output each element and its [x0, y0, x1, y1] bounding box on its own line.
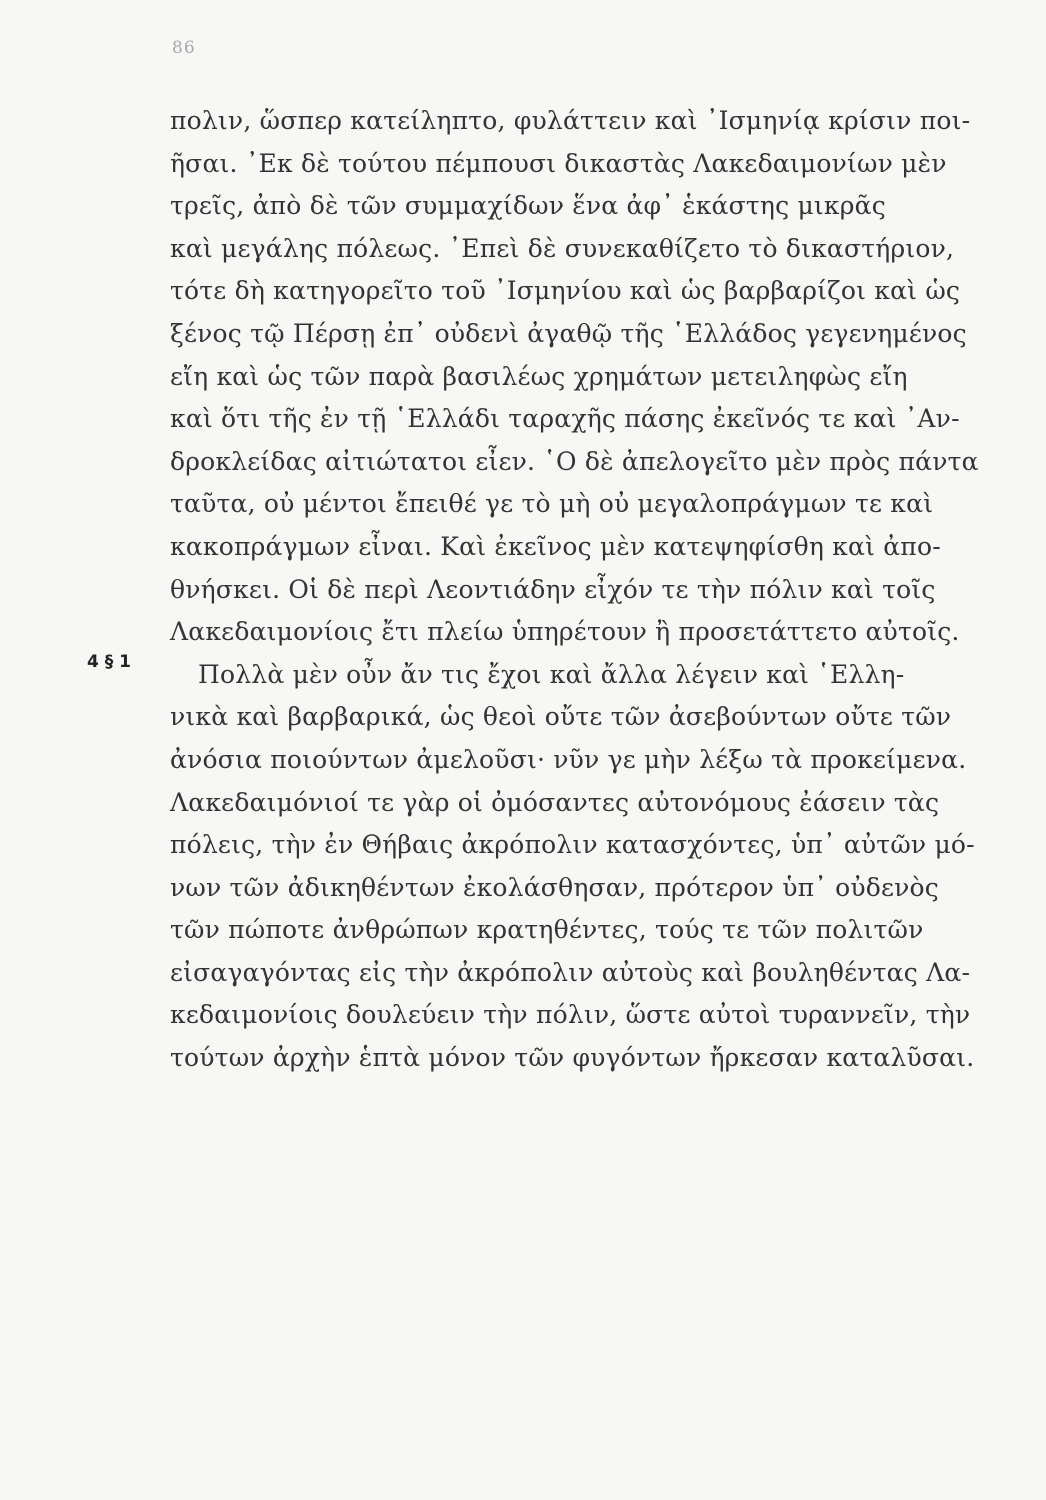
text-line: καὶ μεγάλης πόλεως. ᾿Επεὶ δὲ συνεκαθίζετο τὸ δικαστήριον,	[170, 233, 955, 263]
text-line: εἴη καὶ ὡς τῶν παρὰ βασιλέως χρημάτων μετειληφὼς εἴη	[170, 361, 908, 391]
text-line: καὶ ὅτι τῆς ἐν τῇ ῾Ελλάδι ταραχῆς πάσης ἐκεῖνός τε καὶ ᾿Αν-	[170, 404, 960, 434]
text-line: πολιν, ὥσπερ κατείληπτο, φυλάττειν καὶ ᾿Ισμηνίᾳ κρίσιν ποι-	[170, 106, 971, 135]
section-marker: 4 § 1	[87, 652, 131, 672]
body-text	[170, 100, 1040, 1080]
text-line: εἰσαγαγόντας εἰς τὴν ἀκρόπολιν αὐτοὺς καὶ βουληθέντας Λα-	[170, 957, 971, 987]
text-line: τῶν πώποτε ἀνθρώπων κρατηθέντες, τούς τε τῶν πολιτῶν	[170, 915, 924, 945]
text-line: Πολλὰ μὲν οὖν ἄν τις ἔχοι καὶ ἄλλα λέγειν καὶ ῾Ελλη-	[198, 659, 905, 689]
text-line: Λακεδαιμονίοις ἔτι πλείω ὑπηρέτουν ἢ προσετάττετο αὐτοῖς.	[170, 617, 960, 647]
text-line: δροκλείδας αἰτιώτατοι εἶεν. ῾Ο δὲ ἀπελογεῖτο μὲν πρὸς πάντα	[170, 446, 979, 476]
text-line: τρεῖς, ἀπὸ δὲ τῶν συμμαχίδων ἕνα ἀφ᾿ ἑκάστης μικρᾶς	[170, 191, 886, 221]
text-line: κεδαιμονίοις δουλεύειν τὴν πόλιν, ὥστε αὐτοὶ τυραννεῖν, τὴν	[170, 1000, 971, 1030]
text-line: ταῦτα, οὐ μέντοι ἔπειθέ γε τὸ μὴ οὐ μεγαλοπράγμων τε καὶ	[170, 489, 934, 519]
text-line: θνήσκει. Οἱ δὲ περὶ Λεοντιάδην εἶχόν τε τὴν πόλιν καὶ τοῖς	[170, 574, 936, 604]
text-line: ἀνόσια ποιούντων ἀμελοῦσι· νῦν γε μὴν λέξω τὰ προκείμενα.	[170, 744, 967, 774]
text-line: τότε δὴ κατηγορεῖτο τοῦ ᾿Ισμηνίου καὶ ὡς βαρβαρίζοι καὶ ὡς	[170, 276, 961, 306]
text-line: ῆσαι. ᾿Εκ δὲ τούτου πέμπουσι δικαστὰς Λακεδαιμονίων μὲν	[170, 148, 947, 178]
text-line: ξένος τῷ Πέρσῃ ἐπ᾿ οὐδενὶ ἀγαθῷ τῆς ῾Ελλάδος γεγενημένος	[170, 318, 967, 348]
text-line: κακοπράγμων εἶναι. Καὶ ἐκεῖνος μὲν κατεψηφίσθη καὶ ἀπο-	[170, 531, 941, 561]
text-line: Λακεδαιμόνιοί τε γὰρ οἱ ὀμόσαντες αὐτονόμους ἐάσειν τὰς	[170, 787, 940, 817]
text-line: τούτων ἀρχὴν ἑπτὰ μόνον τῶν φυγόντων ἤρκεσαν καταλῦσαι.	[170, 1043, 975, 1073]
text-line: νων τῶν ἀδικηθέντων ἐκολάσθησαν, πρότερον ὑπ᾿ οὐδενὸς	[170, 872, 939, 902]
page-number: 86	[172, 38, 196, 58]
text-line: πόλεις, τὴν ἐν Θήβαις ἀκρόπολιν κατασχόντες, ὑπ᾿ αὐτῶν μό-	[170, 830, 975, 860]
text-line: νικὰ καὶ βαρβαρικά, ὡς θεοὶ οὔτε τῶν ἀσεβούντων οὔτε τῶν	[170, 702, 952, 732]
